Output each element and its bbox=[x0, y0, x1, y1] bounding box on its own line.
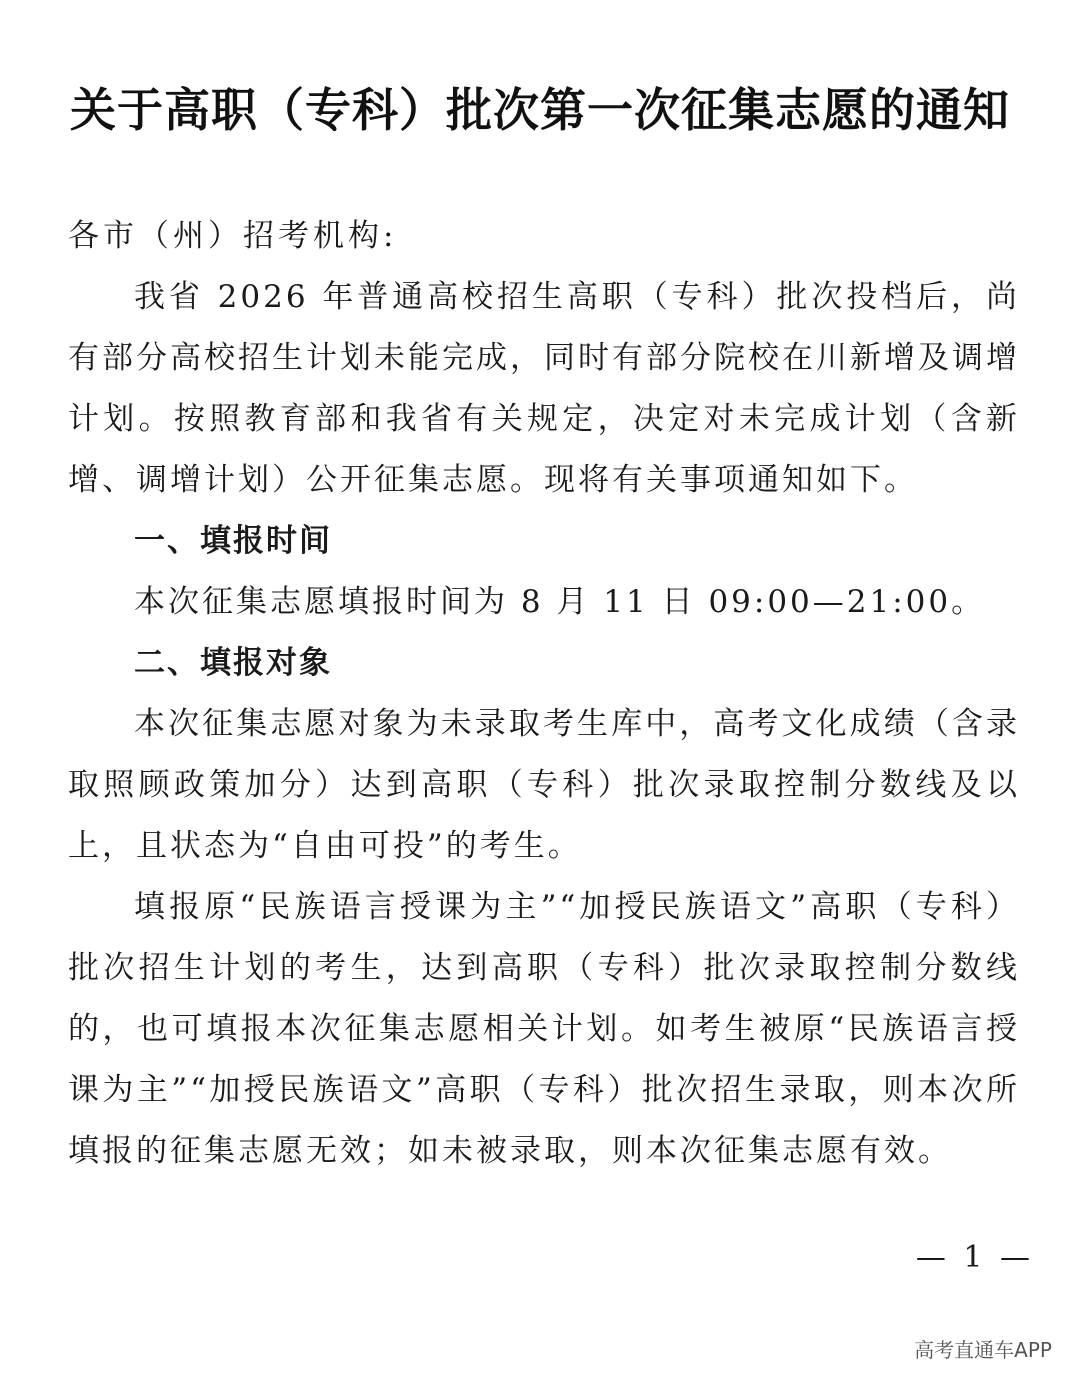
page-number: — 1 — bbox=[915, 1240, 1034, 1275]
addressee: 各市（州）招考机构: bbox=[68, 218, 398, 254]
section-target-paragraph-1: 本次征集志愿对象为未录取考生库中，高考文化成绩（含录取照顾政策加分）达到高职（专科）批次录取控制分数线及以上，且状态为“自由可投”的考生。 bbox=[68, 706, 1020, 864]
section-heading-time: 一、填报时间 bbox=[134, 523, 332, 559]
section-target-paragraph-2: 填报原“民族语言授课为主”“加授民族语文”高职（专科）批次招生计划的考生，达到高职（专科）批次录取控制分数线的，也可填报本次征集志愿相关计划。如考生被原“民族语言授课为主”“加授民族语文”高职（专科）批次招生录取，则本次所填报的征集志愿无效；如未被录取，则本次征集志愿有效。 bbox=[68, 889, 1020, 1169]
watermark-text: 高考直通车APP bbox=[914, 1338, 1052, 1362]
document-body bbox=[68, 267, 1020, 1182]
document-title: 关于高职（专科）批次第一次征集志愿的通知 bbox=[70, 83, 1010, 137]
section-heading-target: 二、填报对象 bbox=[134, 645, 332, 681]
intro-paragraph: 我省 2026 年普通高校招生高职（专科）批次投档后，尚有部分高校招生计划未能完成，同时有部分院校在川新增及调增计划。按照教育部和我省有关规定，决定对未完成计划（含新增、调增计划）公开征集志愿。现将有关事项通知如下。 bbox=[68, 279, 1020, 498]
section-time-text: 本次征集志愿填报时间为 8 月 11 日 09:00—21:00。 bbox=[134, 584, 986, 620]
